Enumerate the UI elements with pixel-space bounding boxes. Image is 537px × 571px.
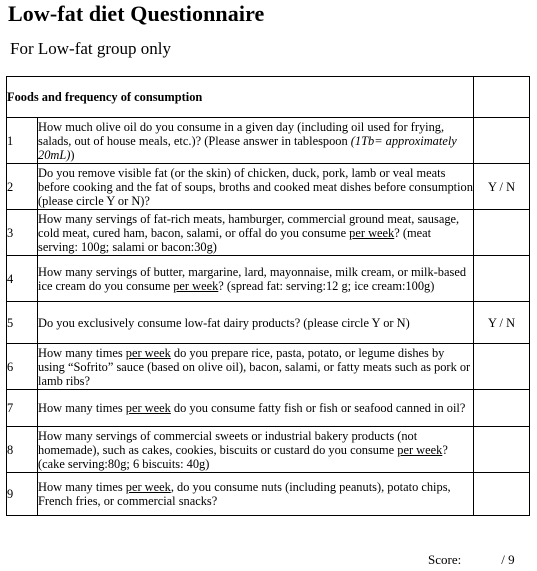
question-text-segment: Do you remove visible fat (or the skin) of chicken, duck, pork, lamb or veal meats before cooking and the fat of soups, broths and cooked meat dishes before consumption (please circle Y or N)? — [38, 165, 473, 208]
question-text-segment: How many times — [38, 480, 126, 494]
question-text-segment: do you prepare rice, pasta, potato, or legume dishes by using “Sofrito” sauce (based on olive oil), bacon, salami, or fatty meats such as pork or lamb ribs? — [38, 345, 471, 388]
question-text-segment: per week — [125, 401, 171, 415]
table-header-answer-cell — [474, 77, 530, 118]
question-number: 9 — [7, 473, 38, 516]
answer-cell[interactable] — [474, 473, 530, 516]
question-text — [38, 302, 474, 344]
question-text — [38, 256, 474, 302]
table-header: Foods and frequency of consumption — [7, 77, 474, 118]
question-number: 8 — [7, 427, 38, 473]
question-text-segment: How many servings of fat-rich meats, hamburger, commercial ground meat, sausage, cold meat, cured ham, bacon, salami, or offal do you consume — [38, 211, 460, 240]
question-text-segment: ? (meat serving: 100g; salami or bacon:30g) — [38, 225, 432, 254]
questionnaire-table — [6, 76, 530, 516]
page-subtitle: For Low-fat group only — [10, 39, 172, 58]
question-text — [38, 344, 474, 390]
answer-cell[interactable] — [474, 210, 530, 256]
question-row — [7, 344, 530, 390]
question-text-segment: per week — [349, 225, 395, 240]
question-text — [38, 390, 474, 427]
question-text-segment: per week — [125, 480, 171, 494]
question-text-segment: How many times — [38, 401, 126, 415]
score-line — [428, 552, 515, 568]
question-number: 1 — [7, 118, 38, 164]
answer-cell[interactable] — [474, 118, 530, 164]
question-text-segment: How many times — [38, 345, 126, 360]
question-number: 4 — [7, 256, 38, 302]
question-text-segment: Do you exclusively consume low-fat dairy products? (please circle Y or N) — [38, 315, 410, 330]
question-text-segment: (1Tb= approximately 20mL) — [38, 133, 457, 162]
question-text-segment: How many servings of commercial sweets or industrial bakery products (not homemade), such as cakes, cookies, biscuits or custard do you consume — [38, 428, 418, 457]
page-title: Low-fat diet Questionnaire — [8, 1, 265, 26]
question-number: 7 — [7, 390, 38, 427]
question-row — [7, 118, 530, 164]
answer-cell[interactable] — [474, 427, 530, 473]
question-text — [38, 427, 474, 473]
answer-cell[interactable]: Y / N — [474, 164, 530, 210]
question-text — [38, 118, 474, 164]
question-row — [7, 473, 530, 516]
question-text — [38, 473, 474, 516]
answer-cell[interactable] — [474, 344, 530, 390]
question-number: 2 — [7, 164, 38, 210]
question-text-segment: ? (cake serving:80g; 6 biscuits: 40g) — [38, 442, 448, 471]
questionnaire-body — [7, 77, 530, 516]
question-text — [38, 210, 474, 256]
score-label: Score: — [428, 552, 462, 567]
question-number: 6 — [7, 344, 38, 390]
score-total: / 9 — [501, 552, 515, 567]
question-text-segment: ) — [70, 147, 75, 162]
question-text-segment: How much olive oil do you consume in a given day (including oil used for frying, salads, out of house meals, etc.)? (Please answer in tablespoon — [38, 119, 445, 148]
question-text — [38, 164, 474, 210]
question-row — [7, 427, 530, 473]
question-row — [7, 210, 530, 256]
question-row — [7, 302, 530, 344]
question-number: 3 — [7, 210, 38, 256]
question-row — [7, 164, 530, 210]
question-text-segment: How many servings of butter, margarine, lard, mayonnaise, milk cream, or milk-based ice cream do you consume — [38, 264, 467, 293]
answer-cell[interactable]: Y / N — [474, 302, 530, 344]
question-text-segment: , do you consume nuts (including peanuts), potato chips, French fries, or commercial snacks? — [38, 480, 451, 508]
question-text-segment: per week — [173, 278, 219, 293]
question-number: 5 — [7, 302, 38, 344]
question-text-segment: do you consume fatty fish or fish or seafood canned in oil? — [170, 401, 466, 415]
question-text-segment: ? (spread fat: serving:12 g; ice cream:100g) — [218, 278, 435, 293]
question-row — [7, 256, 530, 302]
question-row — [7, 390, 530, 427]
answer-cell[interactable] — [474, 256, 530, 302]
table-header-row — [7, 77, 530, 118]
answer-cell[interactable] — [474, 390, 530, 427]
question-text-segment: per week — [125, 345, 171, 360]
question-text-segment: per week — [397, 442, 443, 457]
